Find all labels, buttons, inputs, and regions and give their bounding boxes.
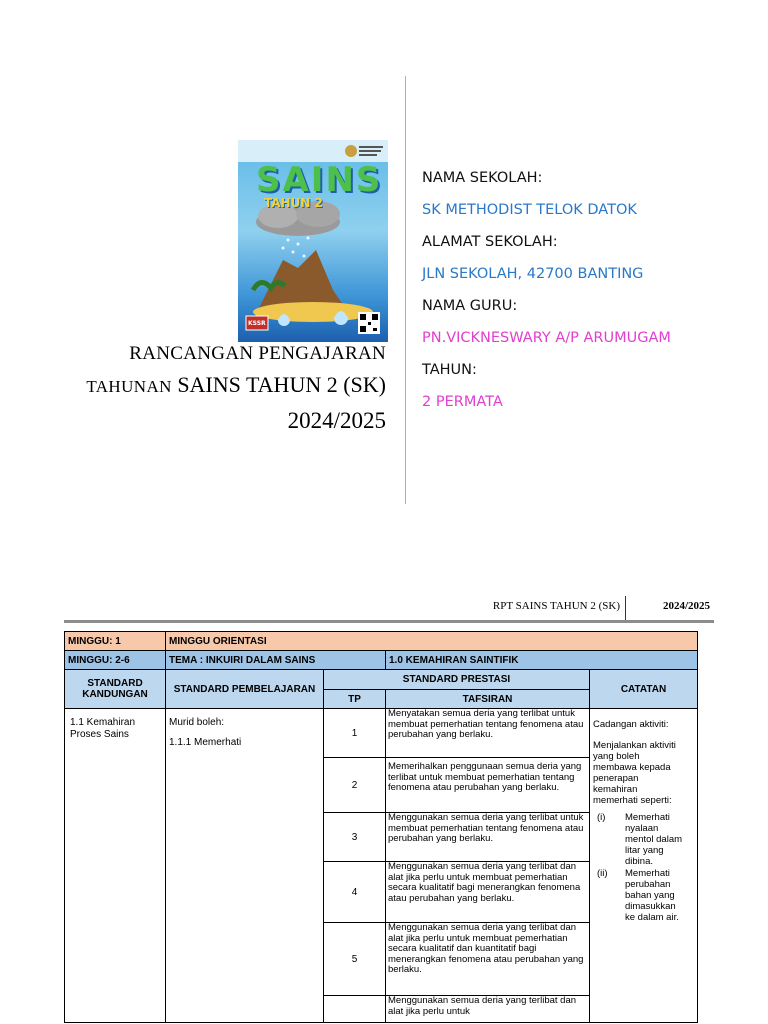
address-value: JLN SEKOLAH, 42700 BANTING (422, 266, 644, 282)
tp-cell: 1 (324, 709, 386, 758)
book-badge: KSSR (248, 320, 266, 327)
title-prefix: TAHUNAN (86, 377, 172, 396)
pembelajaran-item: 1.1.1 Memerhati (169, 737, 242, 748)
book-title: SAINS (256, 160, 383, 200)
table-row-minggu-1 (65, 632, 698, 651)
tafsiran-cell: Menyatakan semua deria yang terlibat untuk membuat pemerhatian tentang fenomena atau perubahan yang berlaku. (386, 709, 590, 758)
bidang-cell: 1.0 KEMAHIRAN SAINTIFIK (386, 651, 698, 670)
list-item (593, 812, 694, 867)
title-year: 2024/2025 (287, 408, 386, 433)
tafsiran-cell: Menggunakan semua deria yang terlibat untuk membuat pemerhatian tentang fenomena atau perubahan yang berlaku. (386, 813, 590, 862)
page-header-title: RPT SAINS TAHUN 2 (SK) (492, 600, 620, 612)
title-main: SAINS TAHUN 2 (SK) (177, 372, 386, 397)
tema-cell: TEMA : INKUIRI DALAM SAINS (166, 651, 386, 670)
list-item-number: (i) (597, 812, 606, 823)
header-tp: TP (324, 690, 386, 709)
table-row-minggu-2 (65, 651, 698, 670)
header-standard-prestasi: STANDARD PRESTASI (324, 670, 590, 690)
tafsiran-cell: Memerihalkan penggunaan semua deria yang terlibat untuk membuat pemerhatian tentang fenomena atau perubahan yang berlaku. (386, 758, 590, 813)
page-header-separator (625, 596, 626, 620)
catatan-body: Menjalankan aktiviti yang boleh membawa kepada penerapan kemahiran memerhati seperti: (593, 740, 676, 806)
list-item-text: Memerhati perubahan bahan yang dimasukkan ke dalam air. (625, 868, 679, 923)
minggu-1-cell: MINGGU: 1 (65, 632, 166, 651)
tp-cell: 4 (324, 862, 386, 923)
catatan-cell (590, 709, 698, 1023)
book-cover-image (238, 140, 388, 342)
address-label: ALAMAT SEKOLAH: (422, 234, 558, 250)
document-title (40, 340, 386, 438)
page-header-year: 2024/2025 (662, 600, 710, 612)
list-item-text: Memerhati nyalaan mentol dalam litar yang dibina. (625, 812, 683, 867)
tp-cell: 2 (324, 758, 386, 813)
school-value: SK METHODIST TELOK DATOK (422, 202, 637, 218)
table-row (65, 709, 698, 758)
catatan-list (593, 812, 694, 923)
page-header (64, 596, 714, 623)
tp-cell (324, 996, 386, 1023)
header-standard-pembelajaran: STANDARD PEMBELAJARAN (166, 670, 324, 709)
year-label: TAHUN: (422, 362, 477, 378)
tafsiran-cell: Menggunakan semua deria yang terlibat dan alat jika perlu untuk (386, 996, 590, 1023)
list-item (593, 868, 694, 923)
header-standard-kandungan: STANDARD KANDUNGAN (65, 670, 166, 709)
school-label: NAMA SEKOLAH: (422, 170, 543, 186)
pembelajaran-cell (166, 709, 324, 1023)
kandungan-cell (65, 709, 166, 1023)
kandungan-text: 1.1 Kemahiran Proses Sains (70, 717, 136, 740)
year-value: 2 PERMATA (422, 394, 503, 410)
tp-cell: 3 (324, 813, 386, 862)
table-header-row (65, 670, 698, 690)
vertical-divider (405, 76, 406, 504)
teacher-label: NAMA GURU: (422, 298, 518, 314)
list-item-number: (ii) (597, 868, 608, 879)
title-line1: RANCANGAN PENGAJARAN (129, 343, 386, 364)
tafsiran-cell: Menggunakan semua deria yang terlibat dan alat jika perlu untuk membuat pemerhatian secara kualitatif dan kuantitatif bagi menerangkan fenomena atau perubahan yang berlaku. (386, 923, 590, 996)
book-subtitle: TAHUN 2 (264, 196, 323, 210)
minggu-2-cell: MINGGU: 2-6 (65, 651, 166, 670)
teacher-value: PN.VICKNESWARY A/P ARUMUGAM (422, 330, 671, 346)
rpt-table (64, 631, 698, 1023)
tp-cell: 5 (324, 923, 386, 996)
header-tafsiran: TAFSIRAN (386, 690, 590, 709)
minggu-1-desc: MINGGU ORIENTASI (166, 632, 698, 651)
title-line2 (40, 368, 386, 404)
header-catatan: CATATAN (590, 670, 698, 709)
pembelajaran-intro: Murid boleh: (169, 717, 225, 728)
catatan-intro: Cadangan aktiviti: (593, 719, 669, 730)
tafsiran-cell: Menggunakan semua deria yang terlibat dan alat jika perlu untuk membuat pemerhatian secara kualitatif bagi menerangkan fenomena atau perubahan yang berlaku. (386, 862, 590, 923)
